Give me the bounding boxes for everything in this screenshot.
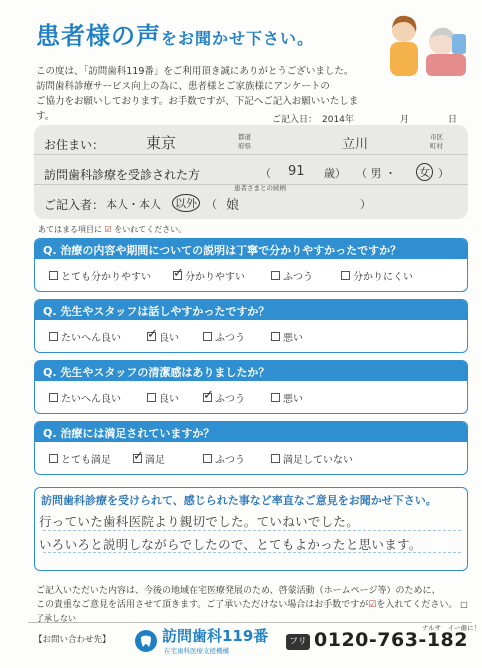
option-very-clear[interactable] bbox=[49, 268, 151, 283]
question-text: Q. 治療には満足されていますか？ bbox=[35, 422, 467, 442]
comment-heading: 訪問歯科診療を受けられて、感じられた事など率直なご意見をお聞かせ下さい。 bbox=[41, 494, 437, 507]
writer-options: 本人・本人 bbox=[106, 198, 161, 211]
patient-label: 訪問歯科診療を受診された方 bbox=[44, 168, 201, 182]
option-clear[interactable] bbox=[173, 268, 245, 283]
gender-close: ） bbox=[438, 167, 449, 180]
checkbox[interactable] bbox=[203, 332, 212, 341]
relation-caption: 患者さまとの続柄 bbox=[234, 184, 286, 192]
option-label: たいへん良い bbox=[61, 394, 121, 405]
respondent-info-panel bbox=[34, 125, 468, 219]
phone-number[interactable]: 0120-763-182 bbox=[314, 629, 468, 651]
age-value[interactable]: 91 bbox=[288, 164, 305, 179]
gender-open: （ 男 ・ bbox=[356, 167, 396, 180]
writer-row bbox=[34, 184, 468, 215]
option-label: 悪い bbox=[283, 333, 303, 344]
gender-selected[interactable]: 女 bbox=[416, 163, 433, 181]
question-card-1 bbox=[34, 238, 468, 292]
question-card-4 bbox=[34, 421, 468, 475]
date-month: 月 bbox=[400, 115, 410, 125]
checkbox-checked[interactable] bbox=[203, 393, 212, 402]
option-normal[interactable] bbox=[203, 451, 245, 466]
page-title bbox=[36, 16, 314, 51]
instruction-note bbox=[38, 224, 186, 235]
address-row bbox=[34, 129, 468, 155]
logo-name: 訪問歯科119番 bbox=[162, 627, 269, 645]
address-prefecture[interactable]: 東京 bbox=[146, 134, 177, 152]
option-label: たいへん良い bbox=[61, 333, 121, 344]
logo-subtitle: 在宅歯科医療支援機構 bbox=[164, 647, 229, 655]
date-day: 日 bbox=[448, 115, 458, 125]
option-label: とても満足 bbox=[61, 455, 111, 466]
contact-footer bbox=[28, 622, 481, 663]
option-normal[interactable] bbox=[203, 329, 245, 344]
option-label: ふつう bbox=[215, 455, 245, 466]
option-label: とても分かりやすい bbox=[61, 272, 151, 283]
relation-close: ） bbox=[360, 198, 371, 211]
clinic-logo bbox=[134, 625, 280, 659]
city-suffix-bottom: 町村 bbox=[430, 142, 443, 150]
checkbox[interactable] bbox=[271, 454, 280, 463]
contact-label: 【お問い合わせ先】 bbox=[34, 635, 111, 645]
option-very-satisfied[interactable] bbox=[49, 451, 111, 466]
date-year: 2014年 bbox=[322, 115, 354, 125]
tooth-logo-icon bbox=[134, 629, 158, 653]
option-label: ふつう bbox=[215, 333, 245, 344]
comment-rule bbox=[43, 530, 461, 531]
option-label: 良い bbox=[159, 333, 179, 344]
writer-label: ご記入者： bbox=[44, 198, 105, 212]
option-not-satisfied[interactable] bbox=[271, 451, 353, 466]
pref-suffix-bottom: 府県 bbox=[238, 142, 251, 150]
date-label: ご記入日： bbox=[272, 115, 318, 125]
question-card-2 bbox=[34, 299, 468, 353]
option-label: ふつう bbox=[283, 272, 313, 283]
comment-line-2: いろいろと説明しながらでしたので、とてもよかったと思います。 bbox=[39, 537, 422, 552]
checkbox[interactable] bbox=[49, 393, 58, 402]
option-label: 良い bbox=[159, 394, 179, 405]
question-card-3 bbox=[34, 360, 468, 414]
option-very-good[interactable] bbox=[49, 390, 121, 405]
option-label: 満足 bbox=[145, 455, 165, 466]
checkbox[interactable] bbox=[271, 332, 280, 341]
checkbox[interactable] bbox=[49, 271, 58, 280]
address-label: お住まい： bbox=[44, 138, 105, 152]
age-open: （ bbox=[260, 167, 271, 180]
question-text: Q. 治療の内容や期間についての説明は丁寧で分かりやすかったですか？ bbox=[35, 239, 467, 259]
option-bad[interactable] bbox=[271, 329, 303, 344]
option-label: ふつう bbox=[215, 394, 245, 405]
checkbox[interactable] bbox=[271, 271, 280, 280]
checkbox[interactable] bbox=[49, 332, 58, 341]
instruction-prefix: あてはまる項目に bbox=[38, 225, 102, 234]
option-normal[interactable] bbox=[203, 390, 245, 405]
option-bad[interactable] bbox=[271, 390, 303, 405]
checkbox[interactable] bbox=[271, 393, 280, 402]
consent-line-1: ご記入いただいた内容は、今後の地域在宅医療発展のため、啓蒙活動（ホームページ等）のために、 bbox=[36, 586, 441, 596]
intro-line: この度は、「訪問歯科119番」をご利用頂き誠にありがとうございました。 bbox=[36, 66, 354, 77]
usage-consent-text bbox=[36, 584, 468, 626]
checkbox-checked[interactable] bbox=[133, 454, 142, 463]
opt-out-checkbox[interactable]: □ 了承しない bbox=[36, 600, 468, 623]
title-main: 患者様の声 bbox=[36, 22, 161, 50]
option-satisfied[interactable] bbox=[133, 451, 165, 466]
pref-suffix-top: 都道 bbox=[238, 133, 251, 141]
intro-line: 訪問歯科診療サービス向上の為に、患者様とご家族様にアンケートの bbox=[36, 81, 330, 92]
consent-text: この貴重なご意見を活用させて頂きます。ご了承いただけない場合はお手数ですが bbox=[36, 600, 369, 610]
checkbox[interactable] bbox=[341, 271, 350, 280]
option-good[interactable] bbox=[147, 390, 179, 405]
age-unit: 歳） bbox=[324, 167, 346, 180]
caregiver-illustration bbox=[376, 8, 472, 80]
patient-row bbox=[34, 159, 468, 185]
intro-line: ご協力をお願いしております。お手数ですが、下記へご記入お願いいたします。 bbox=[36, 96, 359, 122]
writer-relation[interactable]: 娘 bbox=[226, 198, 240, 213]
option-label: 満足していない bbox=[283, 455, 353, 466]
comment-box[interactable] bbox=[34, 487, 468, 571]
option-label: 分かりやすい bbox=[185, 272, 245, 283]
question-text: Q. 先生やスタッフは話しやすかったですか？ bbox=[35, 300, 467, 320]
checkbox-checked[interactable] bbox=[173, 271, 182, 280]
checkbox[interactable] bbox=[49, 454, 58, 463]
address-city[interactable]: 立川 bbox=[342, 137, 369, 152]
title-rest: をお聞かせ下さい。 bbox=[161, 29, 315, 48]
option-unclear[interactable] bbox=[341, 268, 413, 283]
checkbox-checked[interactable] bbox=[147, 332, 156, 341]
option-label: 分かりにくい bbox=[353, 272, 413, 283]
checkbox[interactable] bbox=[203, 454, 212, 463]
writer-selected[interactable]: 以外 bbox=[172, 194, 200, 212]
checkmark-icon: ☑ bbox=[104, 225, 112, 234]
checkmark-icon: ☑ bbox=[368, 600, 377, 610]
checkbox[interactable] bbox=[147, 393, 156, 402]
free-dial-icon: フリー bbox=[286, 634, 310, 650]
phone-mnemonic: ナルサ イー歯に！ bbox=[422, 624, 481, 632]
comment-line-1: 行っていた歯科医院より親切でした。ていねいでした。 bbox=[39, 514, 360, 529]
option-very-good[interactable] bbox=[49, 329, 121, 344]
option-label: 悪い bbox=[283, 394, 303, 405]
option-good[interactable] bbox=[147, 329, 179, 344]
city-suffix-top: 市区 bbox=[430, 133, 443, 141]
option-normal[interactable] bbox=[271, 268, 313, 283]
consent-text: を入れてください。 bbox=[376, 600, 458, 610]
relation-open: （ bbox=[206, 198, 217, 211]
instruction-suffix: をいれてください。 bbox=[114, 225, 187, 234]
question-text: Q. 先生やスタッフの清潔感はありましたか？ bbox=[35, 361, 467, 381]
